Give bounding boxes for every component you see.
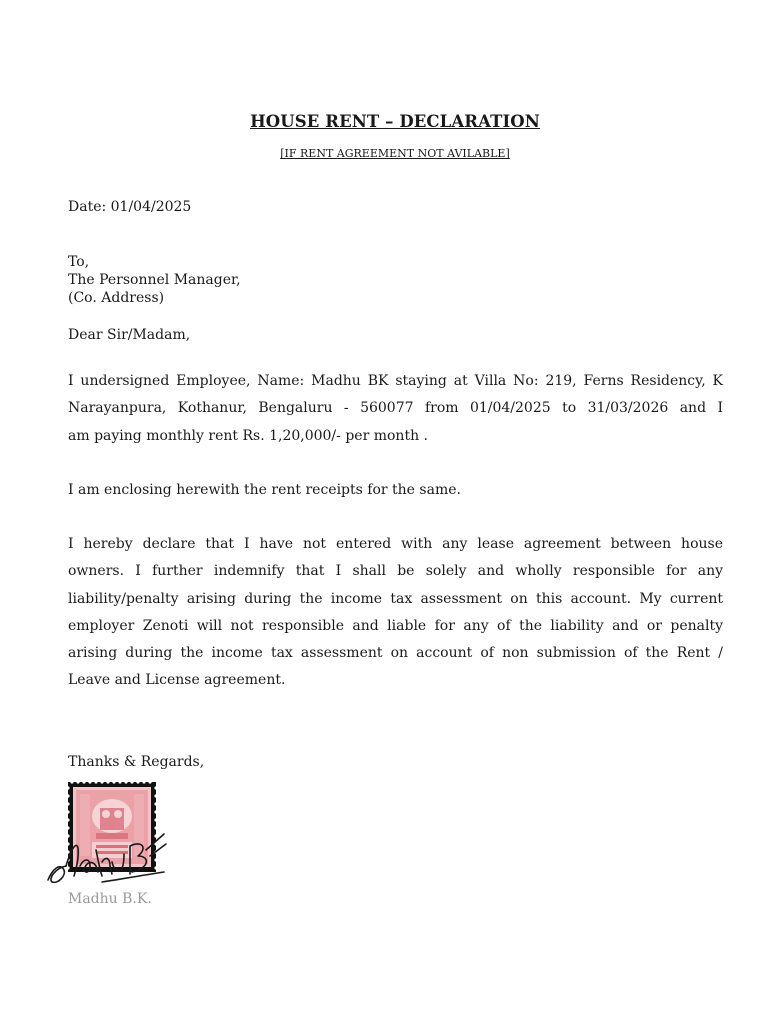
document-title: HOUSE RENT – DECLARATION — [250, 112, 540, 131]
paragraph-line: Narayanpura, Kothanur, Bengaluru - 560077 from 01/04/2025 to 31/03/2026 and I — [68, 400, 723, 417]
closing-line: Thanks & Regards, — [68, 754, 205, 770]
date-line: Date: 01/04/2025 — [68, 199, 192, 215]
paragraph-line: arising during the income tax assessment on account of non submission of the Rent / — [68, 645, 723, 662]
recipient-line: The Personnel Manager, — [68, 272, 241, 288]
enclosure-paragraph: I am enclosing herewith the rent receipts for the same. — [68, 482, 461, 498]
to-line: To, — [68, 254, 90, 270]
declaration-paragraph — [68, 531, 723, 695]
paragraph-line: I undersigned Employee, Name: Madhu BK staying at Villa No: 219, Ferns Residency, K — [68, 373, 723, 389]
document-subtitle: [IF RENT AGREEMENT NOT AVILABLE] — [280, 147, 510, 160]
paragraph-line: liability/penalty arising during the income tax assessment on this account. My current — [68, 590, 723, 607]
paragraph-line: owners. I further indemnify that I shall be solely and wholly responsible for any — [68, 563, 723, 580]
paragraph-line: I hereby declare that I have not entered with any lease agreement between house — [68, 536, 723, 552]
signatory-name: Madhu B.K. — [68, 891, 152, 907]
paragraph-line: Leave and License agreement. — [68, 672, 286, 689]
address-line: (Co. Address) — [68, 290, 165, 306]
paragraph-line: am paying monthly rent Rs. 1,20,000/- per month . — [68, 427, 428, 444]
residence-paragraph — [68, 368, 723, 450]
paragraph-line: employer Zenoti will not responsible and liable for any of the liability and or penalty — [68, 617, 723, 634]
revenue-stamp-with-signature — [46, 778, 176, 890]
salutation: Dear Sir/Madam, — [68, 327, 191, 343]
